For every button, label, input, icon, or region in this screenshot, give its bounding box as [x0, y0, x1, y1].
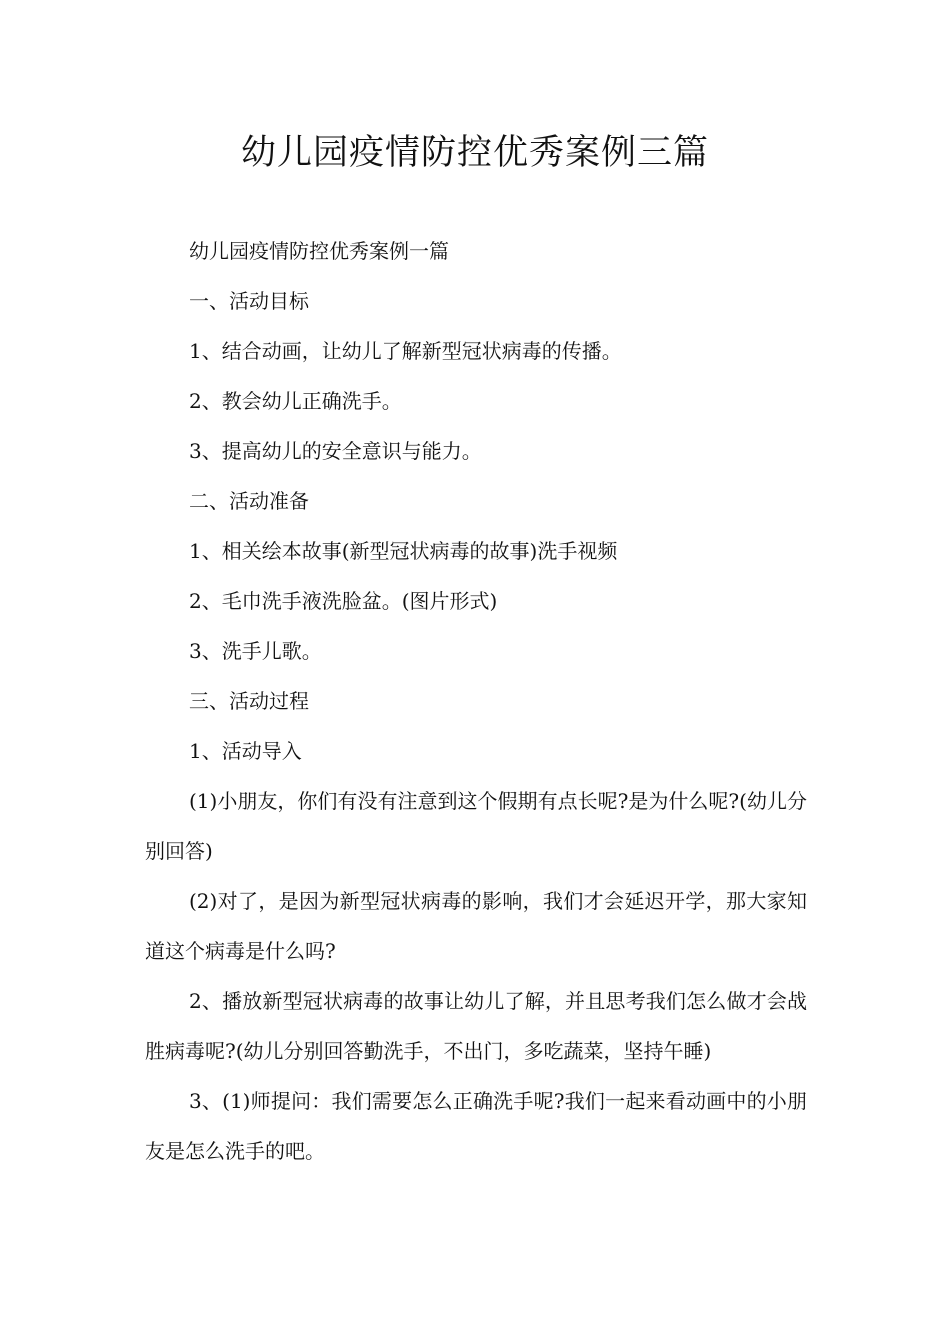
paragraph: 二、活动准备	[189, 489, 309, 513]
paragraph: 1、相关绘本故事(新型冠状病毒的故事)洗手视频	[189, 539, 618, 563]
paragraph: 2、播放新型冠状病毒的故事让幼儿了解，并且思考我们怎么做才会战胜病毒呢?(幼儿分别回答勤洗手，不出门，多吃蔬菜，坚持午睡)	[145, 989, 807, 1063]
document-title: 幼儿园疫情防控优秀案例三篇	[240, 133, 709, 173]
paragraph: 1、结合动画，让幼儿了解新型冠状病毒的传播。	[189, 339, 622, 363]
paragraph: 1、活动导入	[189, 739, 302, 763]
paragraph: 2、毛巾洗手液洗脸盆。(图片形式)	[189, 589, 498, 613]
paragraph: 2、教会幼儿正确洗手。	[189, 389, 402, 413]
paragraph: 三、活动过程	[189, 689, 309, 713]
paragraph: 3、(1)师提问：我们需要怎么正确洗手呢?我们一起来看动画中的小朋友是怎么洗手的吧。	[145, 1089, 807, 1163]
section-heading: 幼儿园疫情防控优秀案例一篇	[189, 239, 449, 263]
paragraph: (1)小朋友，你们有没有注意到这个假期有点长呢?是为什么呢?(幼儿分别回答)	[145, 789, 807, 863]
document-body	[145, 226, 807, 1176]
paragraph: 一、活动目标	[189, 289, 309, 313]
paragraph: 3、洗手儿歌。	[189, 639, 322, 663]
paragraph: (2)对了，是因为新型冠状病毒的影响，我们才会延迟开学，那大家知道这个病毒是什么吗?	[145, 889, 807, 963]
paragraph: 3、提高幼儿的安全意识与能力。	[189, 439, 482, 463]
